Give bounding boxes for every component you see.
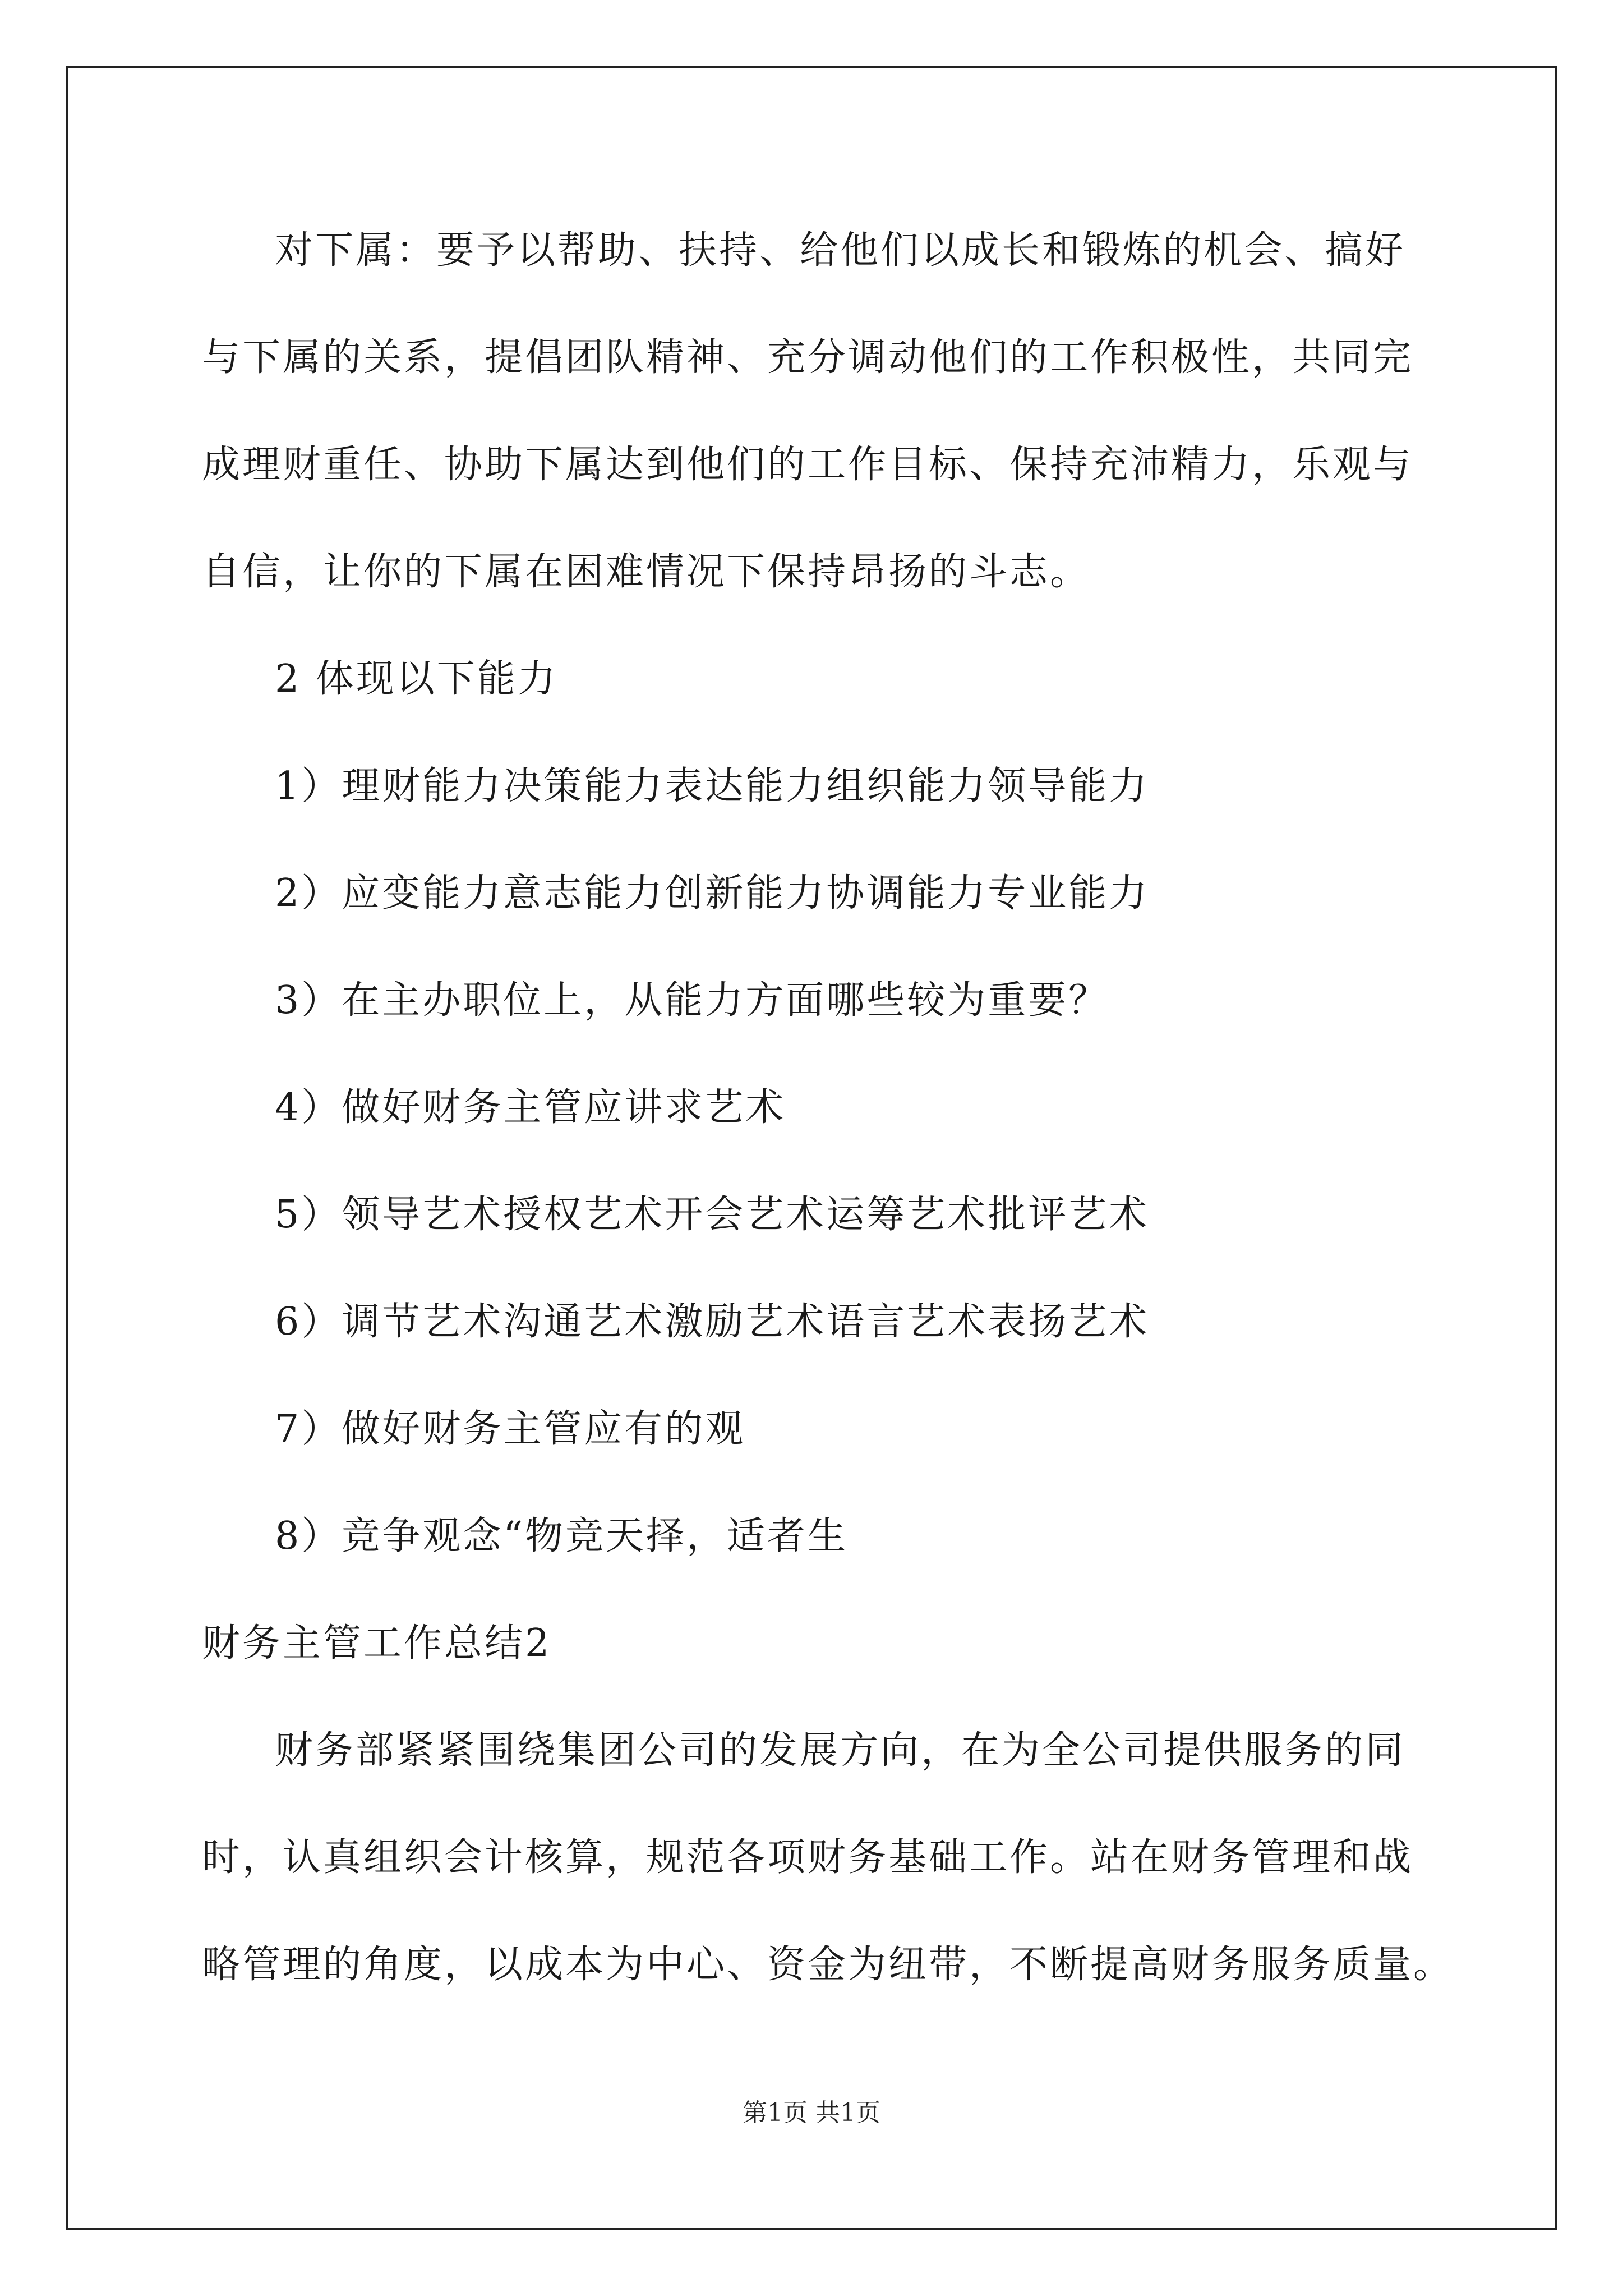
- paragraph-line: 财务部紧紧围绕集团公司的发展方向，在为全公司提供服务的同: [275, 1728, 1406, 1773]
- list-item: 7）做好财务主管应有的观: [275, 1407, 746, 1451]
- paragraph-line: 略管理的角度，以成本为中心、资金为纽带，不断提高财务服务质量。: [202, 1943, 1454, 1987]
- paragraph-line: 成理财重任、协助下属达到他们的工作目标、保持充沛精力，乐观与: [202, 443, 1414, 487]
- list-item: 4）做好财务主管应讲求艺术: [275, 1085, 786, 1130]
- paragraph-line: 自信，让你的下属在困难情况下保持昂扬的斗志。: [202, 550, 1091, 594]
- list-item: 1）理财能力决策能力表达能力组织能力领导能力: [275, 764, 1150, 808]
- list-item: 6）调节艺术沟通艺术激励艺术语言艺术表扬艺术: [275, 1300, 1150, 1344]
- list-item: 3）在主办职位上，从能力方面哪些较为重要？: [275, 978, 1109, 1023]
- page-number-footer: 第1页 共1页: [743, 2099, 880, 2127]
- list-item: 5）领导艺术授权艺术开会艺术运筹艺术批评艺术: [275, 1193, 1150, 1237]
- paragraph-line: 对下属：要予以帮助、扶持、给他们以成长和锻炼的机会、搞好: [275, 228, 1406, 273]
- paragraph-line: 与下属的关系，提倡团队精神、充分调动他们的工作积极性，共同完: [202, 335, 1414, 380]
- list-item: 8）竞争观念“物竞天择，适者生: [275, 1514, 849, 1558]
- page-border: [66, 66, 1557, 2230]
- list-item: 2）应变能力意志能力创新能力协调能力专业能力: [275, 871, 1150, 915]
- section-title: 财务主管工作总结2: [202, 1621, 552, 1665]
- section-heading: 2 体现以下能力: [275, 657, 558, 701]
- paragraph-line: 时，认真组织会计核算，规范各项财务基础工作。站在财务管理和战: [202, 1835, 1414, 1880]
